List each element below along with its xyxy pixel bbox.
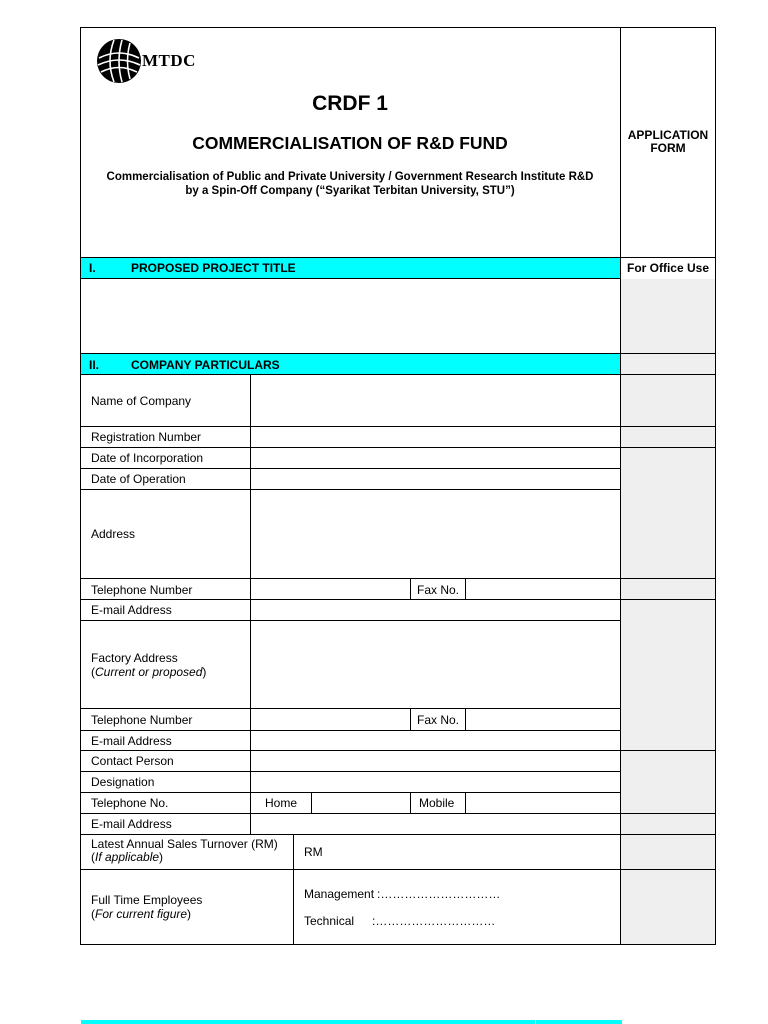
- management-label: Management: [304, 887, 375, 901]
- date-of-incorporation-label: Date of Incorporation: [91, 451, 204, 465]
- application-label-line-2: FORM: [650, 141, 686, 155]
- factory-address-field[interactable]: [251, 621, 620, 708]
- employees-note: (For current figure): [91, 907, 192, 921]
- management-field[interactable]: :…………………………: [377, 887, 501, 901]
- technical-field[interactable]: :…………………………: [372, 914, 496, 928]
- telephone-number-2-field[interactable]: [251, 709, 410, 730]
- project-title-field[interactable]: [81, 279, 621, 353]
- date-of-incorporation-field[interactable]: [251, 448, 620, 468]
- telephone-number-label: Telephone Number: [91, 583, 193, 597]
- form-code: CRDF 1: [312, 92, 388, 115]
- office-use-label: For Office Use: [626, 261, 710, 275]
- address-label: Address: [91, 527, 136, 541]
- date-of-operation-field[interactable]: [251, 469, 620, 489]
- designation-label: Designation: [91, 775, 155, 789]
- application-label-line-1: APPLICATION: [627, 128, 709, 142]
- contact-person-label: Contact Person: [91, 754, 174, 768]
- email-address-3-label: E-mail Address: [91, 817, 172, 831]
- turnover-note: (If applicable): [91, 850, 164, 864]
- email-address-2-label: E-mail Address: [91, 734, 172, 748]
- turnover-field[interactable]: [294, 835, 620, 869]
- turnover-title: Latest Annual Sales Turnover (RM): [91, 837, 278, 851]
- office-use-column: [621, 279, 715, 945]
- telephone-no-label: Telephone No.: [91, 796, 169, 810]
- email-address-2-field[interactable]: [251, 731, 620, 750]
- name-of-company-label: Name of Company: [91, 394, 192, 408]
- mobile-phone-field[interactable]: [466, 793, 620, 813]
- date-of-operation-label: Date of Operation: [91, 472, 186, 486]
- telephone-number-2-label: Telephone Number: [91, 713, 193, 727]
- email-address-field[interactable]: [251, 600, 620, 620]
- mobile-label: Mobile: [419, 796, 455, 810]
- form-subtitle: [80, 170, 620, 198]
- contact-person-field[interactable]: [251, 751, 620, 771]
- factory-address-note: (Current or proposed): [91, 665, 207, 679]
- home-label: Home: [265, 796, 298, 810]
- section-2-number: II.: [89, 358, 100, 372]
- telephone-number-field[interactable]: [251, 579, 410, 599]
- turnover-label: [91, 838, 278, 864]
- email-address-label: E-mail Address: [91, 603, 172, 617]
- name-of-company-field[interactable]: [251, 375, 620, 426]
- address-field[interactable]: [251, 490, 620, 578]
- home-phone-field[interactable]: [312, 793, 410, 813]
- next-section-header-right: [536, 1020, 622, 1024]
- mtdc-logo-icon: [96, 38, 142, 84]
- factory-address-label: [91, 651, 206, 679]
- section-2-title: COMPANY PARTICULARS: [131, 358, 280, 372]
- section-1-number: I.: [89, 261, 96, 275]
- designation-field[interactable]: [251, 772, 620, 792]
- registration-number-field[interactable]: [251, 427, 620, 447]
- registration-number-label: Registration Number: [91, 430, 202, 444]
- section-1-title: PROPOSED PROJECT TITLE: [131, 261, 296, 275]
- turnover-currency: RM: [304, 845, 323, 859]
- next-section-header: [81, 1020, 535, 1024]
- subtitle-line-1: Commercialisation of Public and Private University / Government Research Institute R&D: [106, 171, 594, 183]
- application-form-label: [621, 129, 715, 155]
- employees-label: [91, 893, 202, 921]
- technical-label: Technical: [304, 914, 355, 928]
- fax-no-field[interactable]: [466, 579, 620, 599]
- factory-address-title: Factory Address: [91, 651, 178, 665]
- fax-no-label: Fax No.: [417, 583, 460, 597]
- form-title: COMMERCIALISATION OF R&D FUND: [192, 133, 508, 153]
- fax-no-2-label: Fax No.: [417, 713, 460, 727]
- fax-no-2-field[interactable]: [466, 709, 620, 730]
- logo-text: MTDC: [142, 51, 196, 70]
- employees-title: Full Time Employees: [91, 893, 203, 907]
- email-address-3-field[interactable]: [251, 814, 620, 834]
- subtitle-line-2: by a Spin-Off Company (“Syarikat Terbitan University, STU”): [185, 185, 515, 197]
